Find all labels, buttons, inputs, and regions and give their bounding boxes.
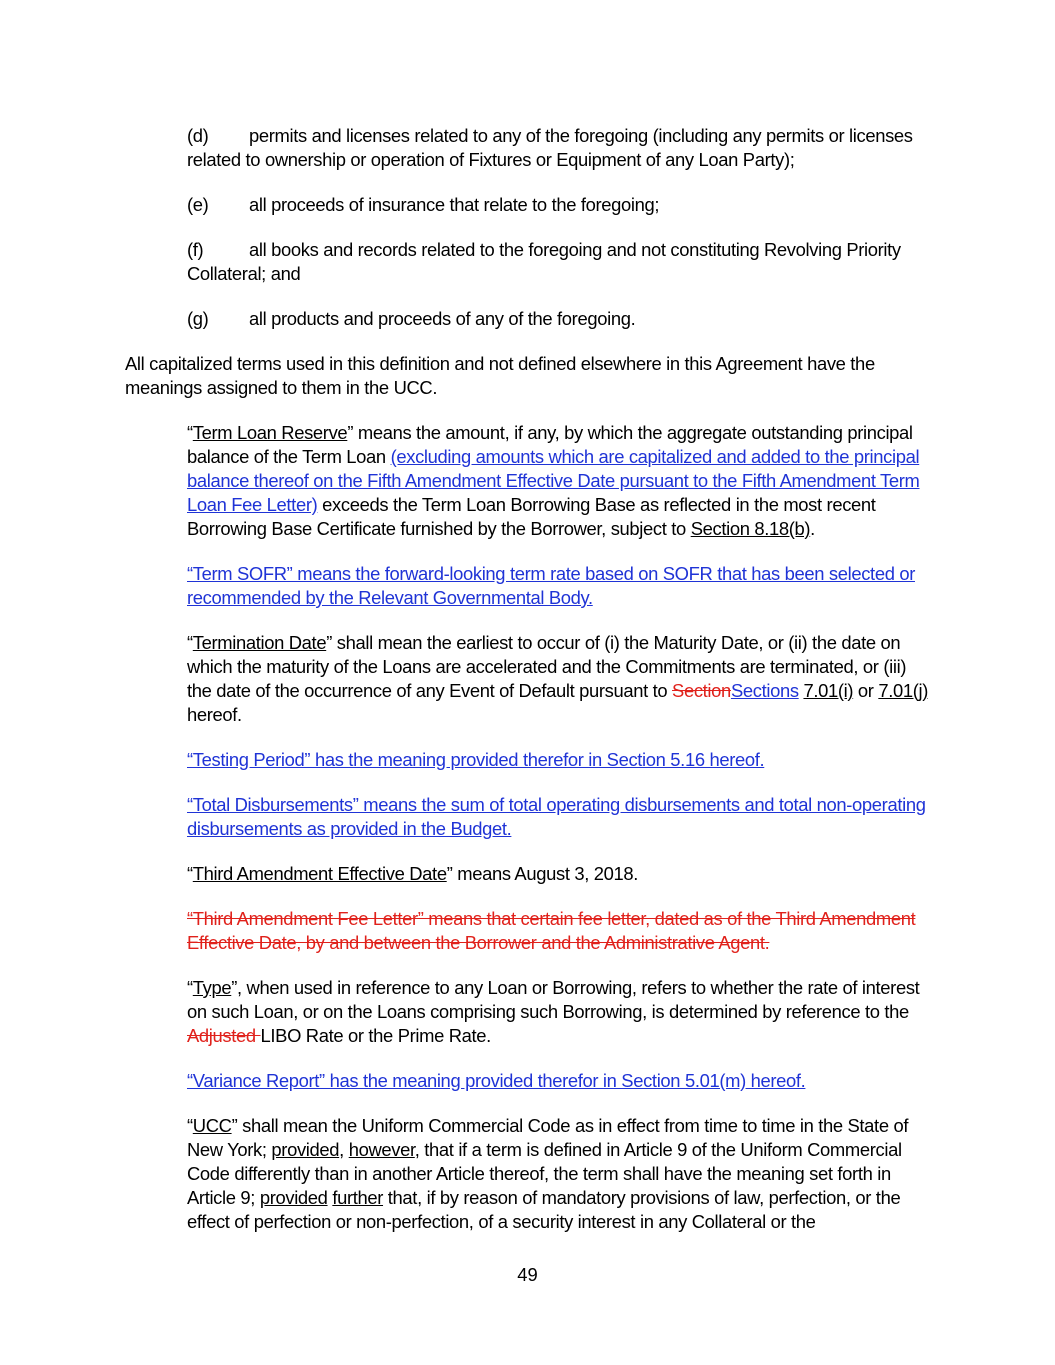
page-number: 49 [517, 1264, 538, 1285]
clause-label: (e) [187, 194, 209, 215]
definition-text: ” shall mean the Uniform Commercial Code as in effect from time to time in the State of New York; [187, 1115, 909, 1160]
clause-text: all products and proceeds of any of the foregoing. [249, 308, 636, 329]
clause-text: permits and licenses related to any of the foregoing (including any permits or licenses related to ownership or operation of Fixtures or Equipment of any Loan Party); [187, 125, 913, 170]
emphasized-word: however [348, 1139, 415, 1160]
clause-f [125, 238, 933, 286]
defined-term: Third Amendment Effective Date [192, 863, 447, 884]
definition-variance-report [125, 1069, 933, 1093]
inserted-text: “Variance Report” has the meaning provided therefor in Section 5.01(m) hereof. [187, 1070, 806, 1091]
clause-d [125, 124, 933, 172]
quote-mark: “ [187, 422, 193, 443]
defined-term: UCC [192, 1115, 232, 1136]
definition-testing-period [125, 748, 933, 772]
quote-mark: “ [187, 863, 193, 884]
definition-ucc [125, 1114, 933, 1234]
clause-text: all books and records related to the foregoing and not constituting Revolving Priority Collateral; and [187, 239, 901, 284]
definition-text: ” shall mean the earliest to occur of (i) the Maturity Date, or (ii) the date on which the maturity of the Loans are accelerated and the Commitments are terminated, or (iii) the date of the occurrence of any Event of Default pursuant to [187, 632, 907, 701]
emphasized-word: provided [259, 1187, 328, 1208]
definition-termination-date [125, 631, 933, 727]
clause-e [125, 193, 933, 217]
inserted-text: “Testing Period” has the meaning provided therefor in Section 5.16 hereof. [187, 749, 765, 770]
definition-text: , that if a term is defined in Article 9 of the Uniform Commercial Code differently than in another Article thereof, the term shall have the meaning set forth in Article 9; [187, 1139, 902, 1208]
quote-mark: “ [187, 1115, 193, 1136]
deleted-text: Adjusted [187, 1025, 261, 1046]
inserted-text: Sections [730, 680, 799, 701]
section-reference: 7.01(i) [803, 680, 854, 701]
defined-term: Term Loan Reserve [192, 422, 348, 443]
inserted-text: (excluding amounts which are capitalized and added to the principal balance thereof on the Fifth Amendment Effective Date pursuant to the Fifth Amendment Term Loan Fee Letter) [187, 446, 920, 515]
deleted-text: Section [672, 680, 731, 701]
section-reference: 7.01(j) [878, 680, 928, 701]
clause-label: (d) [187, 125, 209, 146]
quote-mark: “ [187, 977, 193, 998]
clause-label: (f) [187, 239, 204, 260]
definition-text: . [810, 518, 815, 539]
definition-text: exceeds the Term Loan Borrowing Base as reflected in the most recent Borrowing Base Certificate furnished by the Borrower, subject to [187, 494, 876, 539]
emphasized-word: provided [271, 1139, 340, 1160]
definition-text: hereof. [187, 704, 242, 725]
definition-text: ” means the amount, if any, by which the aggregate outstanding principal balance of the Term Loan [187, 422, 913, 467]
document-body [125, 124, 933, 1255]
definition-text: LIBO Rate or the Prime Rate. [260, 1025, 491, 1046]
definition-text: or [853, 680, 879, 701]
section-reference: Section 8.18(b) [690, 518, 811, 539]
clause-g [125, 307, 933, 331]
inserted-text: “Term SOFR” means the forward-looking term rate based on SOFR that has been selected or recommended by the Relevant Governmental Body. [187, 563, 915, 608]
definition-term-sofr [125, 562, 933, 610]
clause-text: all proceeds of insurance that relate to the foregoing; [249, 194, 660, 215]
emphasized-word: further [332, 1187, 384, 1208]
definition-text: that, if by reason of mandatory provisions of law, perfection, or the effect of perfection or non-perfection, of a security interest in any Collateral or the [187, 1187, 901, 1232]
defined-term: Type [192, 977, 232, 998]
inserted-text: “Total Disbursements” means the sum of total operating disbursements and total non-operating disbursements as provided in the Budget. [187, 794, 926, 839]
definition-third-amendment-effective-date [125, 862, 933, 886]
definition-text: ”, when used in reference to any Loan or Borrowing, refers to whether the rate of interest on such Loan, or on the Loans comprising such Borrowing, is determined by reference to the [187, 977, 920, 1022]
defined-term: Termination Date [192, 632, 327, 653]
definition-type [125, 976, 933, 1048]
definition-text: ” means August 3, 2018. [446, 863, 639, 884]
clause-label: (g) [187, 308, 209, 329]
ucc-terms-note: All capitalized terms used in this definition and not defined elsewhere in this Agreement have the meanings assigned to them in the UCC. [125, 353, 875, 398]
definition-text: , [339, 1139, 349, 1160]
definition-third-amendment-fee-letter [125, 907, 933, 955]
quote-mark: “ [187, 632, 193, 653]
definition-term-loan-reserve [125, 421, 933, 541]
definition-total-disbursements [125, 793, 933, 841]
deleted-text: “Third Amendment Fee Letter” means that certain fee letter, dated as of the Third Amendment Effective Date, by and between the Borrower and the Administrative Agent. [187, 908, 916, 953]
